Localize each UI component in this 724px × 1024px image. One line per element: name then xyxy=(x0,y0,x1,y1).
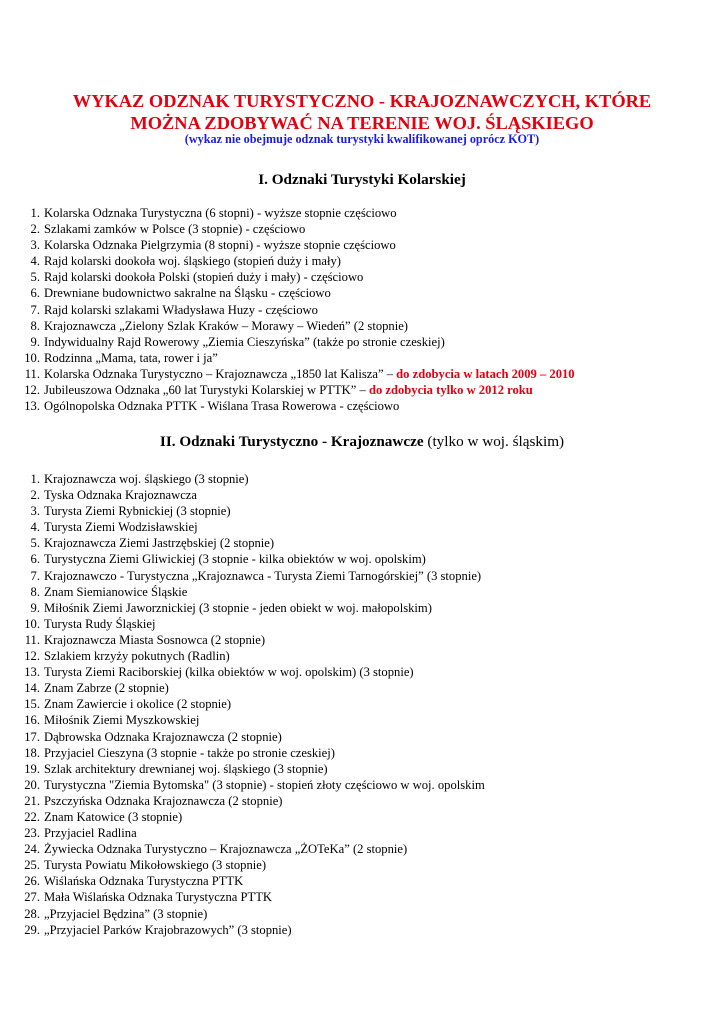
list-item xyxy=(0,729,485,745)
list-item xyxy=(0,487,485,503)
list-item xyxy=(0,382,575,398)
list-item-number: 4. xyxy=(30,520,40,535)
list-item-number: 11. xyxy=(24,366,40,381)
title-line-2: MOŻNA ZDOBYWAĆ NA TERENIE WOJ. ŚLĄSKIEGO xyxy=(130,113,594,133)
section-2-heading-note: (tylko w woj. śląskim) xyxy=(423,433,565,450)
list-item xyxy=(0,632,485,648)
list-item-number: 27. xyxy=(24,890,40,905)
list-item-text: Rajd kolarski dookoła Polski (stopień duży i mały) - częściowo xyxy=(44,270,364,285)
list-item-text: Krajoznawcza Ziemi Jastrzębskiej (2 stopnie) xyxy=(44,536,275,551)
list-item xyxy=(0,366,575,382)
list-item-number: 3. xyxy=(30,504,40,519)
list-item-text: Turysta Ziemi Rybnickiej (3 stopnie) xyxy=(44,504,231,519)
list-item xyxy=(0,648,485,664)
list-item-number: 12. xyxy=(24,383,40,398)
list-item xyxy=(0,922,485,938)
list-item-text: Turystyczna "Ziemia Bytomska" (3 stopnie) - stopień złoty częściowo w woj. opolskim xyxy=(44,777,485,792)
document-subtitle: (wykaz nie obejmuje odznak turystyki kwalifikowanej oprócz KOT) xyxy=(184,132,540,146)
list-item xyxy=(0,551,485,567)
list-item-number: 17. xyxy=(24,729,40,744)
list-item xyxy=(0,503,485,519)
list-item xyxy=(0,793,485,809)
list-item xyxy=(0,889,485,905)
list-item-text: Dąbrowska Odznaka Krajoznawcza (2 stopnie) xyxy=(44,729,282,744)
list-item xyxy=(0,519,485,535)
list-item-text: Drewniane budownictwo sakralne na Śląsku - częściowo xyxy=(44,286,331,301)
list-item-number: 19. xyxy=(24,761,40,776)
list-item-text: Znam Katowice (3 stopnie) xyxy=(44,809,183,824)
list-item xyxy=(0,269,575,285)
list-item-number: 1. xyxy=(30,206,40,220)
list-item-number: 2. xyxy=(30,488,40,503)
list-item xyxy=(0,906,485,922)
document-title xyxy=(30,90,694,134)
list-item-text: Krajoznawcza Miasta Sosnowca (2 stopnie) xyxy=(44,632,266,647)
list-item-number: 8. xyxy=(30,584,40,599)
list-item xyxy=(0,809,485,825)
list-item-text: Znam Zawiercie i okolice (2 stopnie) xyxy=(44,697,232,712)
list-item-number: 14. xyxy=(24,681,40,696)
list-item-number: 16. xyxy=(24,713,40,728)
list-item xyxy=(0,471,485,487)
list-item xyxy=(0,616,485,632)
list-item-text: Krajoznawcza „Zielony Szlak Kraków – Morawy – Wiedeń” (2 stopnie) xyxy=(44,318,409,333)
list-item-number: 12. xyxy=(24,649,40,664)
list-item-number: 13. xyxy=(24,399,40,414)
list-item xyxy=(0,696,485,712)
list-item xyxy=(0,535,485,551)
list-item-text: Pszczyńska Odznaka Krajoznawcza (2 stopnie) xyxy=(44,793,283,808)
list-item-number: 24. xyxy=(24,842,40,857)
list-item-number: 11. xyxy=(24,632,40,647)
list-item-text: Turysta Powiatu Mikołowskiego (3 stopnie) xyxy=(44,858,267,873)
list-item-number: 26. xyxy=(24,874,40,889)
section-2-list xyxy=(0,471,485,938)
list-item xyxy=(0,680,485,696)
list-item-number: 21. xyxy=(24,793,40,808)
list-item-number: 7. xyxy=(30,302,40,317)
list-item-text: Indywidualny Rajd Rowerowy „Ziemia Cieszyńska” (także po stronie czeskiej) xyxy=(44,334,445,349)
list-item-text: Krajoznawcza woj. śląskiego (3 stopnie) xyxy=(44,472,249,486)
list-item-text: Mała Wiślańska Odznaka Turystyczna PTTK xyxy=(44,890,273,905)
list-item xyxy=(0,568,485,584)
list-item-text: Znam Siemianowice Śląskie xyxy=(44,584,188,599)
list-item-number: 5. xyxy=(30,536,40,551)
list-item-number: 9. xyxy=(30,334,40,349)
list-item-text: Wiślańska Odznaka Turystyczna PTTK xyxy=(44,874,244,889)
list-item-number: 2. xyxy=(30,222,40,237)
list-item-text: „Przyjaciel Będzina” (3 stopnie) xyxy=(44,906,208,921)
list-item-text: Miłośnik Ziemi Myszkowskiej xyxy=(44,713,200,728)
list-item-number: 6. xyxy=(30,552,40,567)
list-item-text: Turysta Rudy Śląskiej xyxy=(44,616,156,631)
list-item-availability-note: do zdobycia tylko w 2012 roku xyxy=(368,383,533,398)
list-item xyxy=(0,205,575,221)
list-item xyxy=(0,857,485,873)
list-item-text: Jubileuszowa Odznaka „60 lat Turystyki Kolarskiej w PTTK” – xyxy=(44,383,369,398)
list-item xyxy=(0,398,575,414)
list-item xyxy=(0,253,575,269)
section-1-list xyxy=(0,205,575,414)
list-item-text: Kolarska Odznaka Turystyczna (6 stopni) - wyższe stopnie częściowo xyxy=(44,206,397,220)
list-item xyxy=(0,302,575,318)
list-item-text: Ogólnopolska Odznaka PTTK - Wiślana Trasa Rowerowa - częściowo xyxy=(44,399,400,414)
list-item-availability-note: do zdobycia w latach 2009 – 2010 xyxy=(396,366,575,381)
list-item-text: Tyska Odznaka Krajoznawcza xyxy=(44,488,197,503)
list-item-text: Kolarska Odznaka Pielgrzymia (8 stopni) - wyższe stopnie częściowo xyxy=(44,238,396,253)
list-item-text: Przyjaciel Cieszyna (3 stopnie - także po stronie czeskiej) xyxy=(44,745,335,760)
list-item-text: Znam Zabrze (2 stopnie) xyxy=(44,681,169,696)
list-item-number: 6. xyxy=(30,286,40,301)
list-item-text: Turystyczna Ziemi Gliwickiej (3 stopnie - kilka obiektów w woj. opolskim) xyxy=(44,552,426,567)
list-item-text: Przyjaciel Radlina xyxy=(44,826,137,841)
list-item-number: 3. xyxy=(30,238,40,253)
list-item xyxy=(0,350,575,366)
list-item xyxy=(0,777,485,793)
list-item-number: 1. xyxy=(30,472,40,486)
list-item-number: 10. xyxy=(24,350,40,365)
list-item-number: 29. xyxy=(24,922,40,937)
list-item-number: 13. xyxy=(24,665,40,680)
list-item-number: 22. xyxy=(24,809,40,824)
list-item xyxy=(0,825,485,841)
list-item xyxy=(0,221,575,237)
list-item xyxy=(0,237,575,253)
list-item xyxy=(0,761,485,777)
section-1-heading xyxy=(0,171,724,189)
list-item-text: Szlakami zamków w Polsce (3 stopnie) - częściowo xyxy=(44,222,306,237)
section-2-heading-text: II. Odznaki Turystyczno - Krajoznawcze xyxy=(159,433,424,450)
list-item xyxy=(0,318,575,334)
list-item xyxy=(0,584,485,600)
title-line-1: WYKAZ ODZNAK TURYSTYCZNO - KRAJOZNAWCZYCH, KTÓRE xyxy=(72,91,652,111)
list-item-number: 28. xyxy=(24,906,40,921)
list-item xyxy=(0,334,575,350)
list-item-text: Żywiecka Odznaka Turystyczno – Krajoznawcza „ŻOTeKa” (2 stopnie) xyxy=(44,842,408,857)
list-item-number: 25. xyxy=(24,858,40,873)
list-item-text: Szlakiem krzyży pokutnych (Radlin) xyxy=(44,649,230,664)
list-item-text: Rodzinna „Mama, tata, rower i ja” xyxy=(44,350,218,365)
list-item xyxy=(0,712,485,728)
list-item-text: „Przyjaciel Parków Krajobrazowych” (3 stopnie) xyxy=(44,922,292,937)
list-item-number: 15. xyxy=(24,697,40,712)
list-item-number: 4. xyxy=(30,254,40,269)
list-item xyxy=(0,664,485,680)
list-item xyxy=(0,745,485,761)
list-item-number: 23. xyxy=(24,826,40,841)
list-item-text: Rajd kolarski dookoła woj. śląskiego (stopień duży i mały) xyxy=(44,254,341,269)
list-item-number: 20. xyxy=(24,777,40,792)
list-item-text: Krajoznawczo - Turystyczna „Krajoznawca - Turysta Ziemi Tarnogórskiej” (3 stopnie) xyxy=(44,568,482,583)
list-item-text: Kolarska Odznaka Turystyczno – Krajoznawcza „1850 lat Kalisza” – xyxy=(44,366,397,381)
section-1-heading-text: I. Odznaki Turystyki Kolarskiej xyxy=(258,171,466,188)
list-item-number: 18. xyxy=(24,745,40,760)
list-item-number: 7. xyxy=(30,568,40,583)
section-2-heading xyxy=(0,433,724,451)
list-item-number: 9. xyxy=(30,600,40,615)
list-item-text: Rajd kolarski szlakami Władysława Huzy - częściowo xyxy=(44,302,318,317)
list-item-number: 8. xyxy=(30,318,40,333)
list-item xyxy=(0,873,485,889)
list-item xyxy=(0,285,575,301)
list-item xyxy=(0,841,485,857)
list-item-text: Miłośnik Ziemi Jaworznickiej (3 stopnie - jeden obiekt w woj. małopolskim) xyxy=(44,600,432,615)
list-item-number: 5. xyxy=(30,270,40,285)
list-item-text: Turysta Ziemi Wodzisławskiej xyxy=(44,520,198,535)
list-item xyxy=(0,600,485,616)
list-item-text: Turysta Ziemi Raciborskiej (kilka obiektów w woj. opolskim) (3 stopnie) xyxy=(44,665,414,680)
list-item-text: Szlak architektury drewnianej woj. śląskiego (3 stopnie) xyxy=(44,761,328,776)
list-item-number: 10. xyxy=(24,616,40,631)
